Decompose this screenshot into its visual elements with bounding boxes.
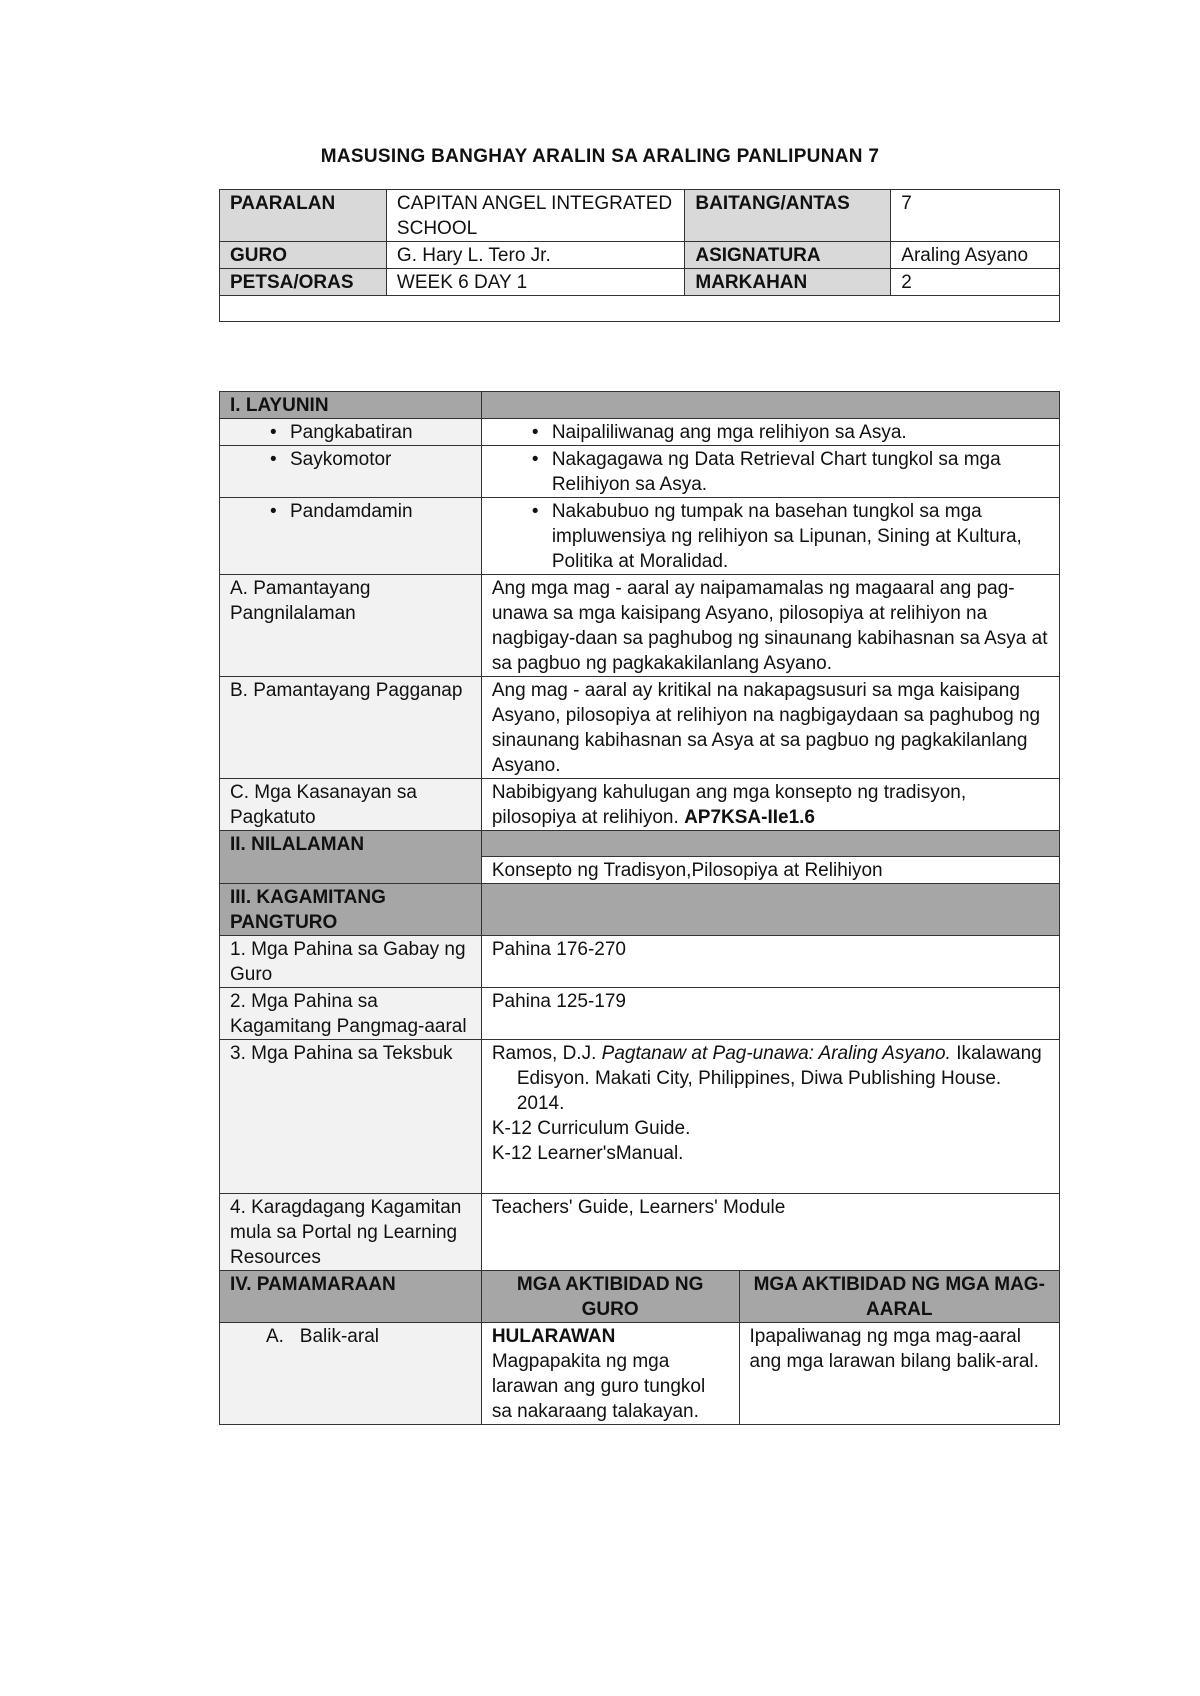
balik-aral-row bbox=[220, 1323, 1060, 1425]
subject-value: Araling Asyano bbox=[891, 242, 1060, 269]
blank-cell bbox=[220, 296, 1060, 322]
date-value: WEEK 6 DAY 1 bbox=[386, 269, 684, 296]
layunin-header: I. LAYUNIN bbox=[220, 392, 482, 419]
balik-aral-teacher bbox=[481, 1323, 739, 1425]
kagamitan-header-row bbox=[220, 884, 1060, 936]
objective-row bbox=[220, 498, 1060, 575]
balik-teacher-text: Magpapakita ng mga larawan ang guro tungkol sa nakaraang talakayan. bbox=[491, 1351, 706, 1422]
school-label: PAARALAN bbox=[220, 190, 387, 242]
material-row bbox=[220, 936, 1060, 988]
ref-title: Pagtanaw at Pag-unawa: Araling Asyano. bbox=[601, 1043, 951, 1064]
school-value: CAPITAN ANGEL INTEGRATED SCHOOL bbox=[386, 190, 684, 242]
standard-text: Nabibigyang kahulugan ang mga konsepto ng tradisyon, pilosopiya at relihiyon. bbox=[491, 782, 967, 828]
nilalaman-header-blank bbox=[481, 831, 1059, 857]
objective-label: • Saykomotor bbox=[230, 447, 471, 472]
info-row-school bbox=[220, 190, 1060, 242]
pamamaraan-header-row bbox=[220, 1271, 1060, 1323]
pamamaraan-header: IV. PAMAMARAAN bbox=[220, 1271, 482, 1323]
textbook-cell bbox=[481, 1040, 1059, 1194]
competency-code: AP7KSA-IIe1.6 bbox=[684, 807, 816, 828]
ref-rest: Ikalawang Edisyon. Makati City, Philippines, Diwa Publishing House. 2014. bbox=[516, 1043, 1042, 1114]
layunin-header-blank bbox=[481, 392, 1059, 419]
balik-aral-label: A. Balik-aral bbox=[220, 1323, 482, 1425]
material-row bbox=[220, 988, 1060, 1040]
quarter-label: MARKAHAN bbox=[685, 269, 891, 296]
nilalaman-header: II. NILALAMAN bbox=[220, 831, 482, 884]
portal-text: Teachers' Guide, Learners' Module bbox=[481, 1194, 1059, 1271]
col-teacher-header: MGA AKTIBIDAD NG GURO bbox=[481, 1271, 739, 1323]
balik-aral-student: Ipapaliwanag ng mga mag-aaral ang mga larawan bilang balik-aral. bbox=[739, 1323, 1060, 1425]
teacher-value: G. Hary L. Tero Jr. bbox=[386, 242, 684, 269]
textbook-line: K-12 Learner'sManual. bbox=[491, 1143, 684, 1164]
textbook-row bbox=[220, 1040, 1060, 1194]
info-row-teacher bbox=[220, 242, 1060, 269]
nilalaman-text: Konsepto ng Tradisyon,Pilosopiya at Relihiyon bbox=[481, 857, 1059, 884]
kagamitan-header: III. KAGAMITANG PANGTURO bbox=[220, 884, 482, 936]
objective-text: • Nakabubuo ng tumpak na basehan tungkol sa mga impluwensiya ng relihiyon sa Lipunan, Sining at Kultura, Politika at Moralidad. bbox=[492, 499, 1049, 574]
standard-text: Ang mag - aaral ay kritikal na nakapagsusuri sa mga kaisipang Asyano, pilosopiya at relihiyon na nagbigaydaan sa paghubog ng sinaunang kabihasnan sa Asya at sa pagbuo ng pagkakilanlang Asyano. bbox=[481, 677, 1059, 779]
textbook-line: K-12 Curriculum Guide. bbox=[491, 1118, 691, 1139]
standard-row bbox=[220, 677, 1060, 779]
material-label: 1. Mga Pahina sa Gabay ng Guro bbox=[220, 936, 482, 988]
objective-row bbox=[220, 446, 1060, 498]
objective-label: • Pandamdamin bbox=[230, 499, 471, 524]
info-row-date bbox=[220, 269, 1060, 296]
material-label: 2. Mga Pahina sa Kagamitang Pangmag-aaral bbox=[220, 988, 482, 1040]
textbook-label: 3. Mga Pahina sa Teksbuk bbox=[220, 1040, 482, 1194]
lesson-plan-table bbox=[219, 391, 1060, 1425]
material-text: Pahina 125-179 bbox=[481, 988, 1059, 1040]
portal-row bbox=[220, 1194, 1060, 1271]
info-table bbox=[219, 189, 1060, 322]
quarter-value: 2 bbox=[891, 269, 1060, 296]
portal-label: 4. Karagdagang Kagamitan mula sa Portal ng Learning Resources bbox=[220, 1194, 482, 1271]
objective-text: • Nakagagawa ng Data Retrieval Chart tungkol sa mga Relihiyon sa Asya. bbox=[492, 447, 1049, 497]
standard-label: A. Pamantayang Pangnilalaman bbox=[220, 575, 482, 677]
col-student-header: MGA AKTIBIDAD NG MGA MAG-AARAL bbox=[739, 1271, 1060, 1323]
standard-text: Ang mga mag - aaral ay naipamamalas ng magaaral ang pag-unawa sa mga kaisipang Asyano, pilosopiya at relihiyon na nagbigay-daan sa paghubog ng sinaunang kabihasnan sa Asya at sa pagbuo ng pagkakakilanlang Asyano. bbox=[481, 575, 1059, 677]
layunin-header-row bbox=[220, 392, 1060, 419]
balik-teacher-title: HULARAWAN bbox=[491, 1326, 616, 1347]
teacher-label: GURO bbox=[220, 242, 387, 269]
objective-label: • Pangkabatiran bbox=[230, 420, 471, 445]
ref-author: Ramos, D.J. bbox=[491, 1043, 597, 1064]
standard-cell bbox=[481, 779, 1059, 831]
standard-label: B. Pamantayang Pagganap bbox=[220, 677, 482, 779]
kagamitan-header-blank bbox=[481, 884, 1059, 936]
textbook-reference bbox=[492, 1041, 1049, 1116]
standard-row bbox=[220, 575, 1060, 677]
standard-label: C. Mga Kasanayan sa Pagkatuto bbox=[220, 779, 482, 831]
subject-label: ASIGNATURA bbox=[685, 242, 891, 269]
page-title: MASUSING BANGHAY ARALIN SA ARALING PANLIPUNAN 7 bbox=[320, 146, 880, 167]
grade-label: BAITANG/ANTAS bbox=[685, 190, 891, 242]
date-label: PETSA/ORAS bbox=[220, 269, 387, 296]
material-text: Pahina 176-270 bbox=[481, 936, 1059, 988]
objective-row bbox=[220, 419, 1060, 446]
objective-text: • Naipaliliwanag ang mga relihiyon sa Asya. bbox=[492, 420, 1049, 445]
nilalaman-header-row bbox=[220, 831, 1060, 857]
grade-value: 7 bbox=[891, 190, 1060, 242]
standard-row bbox=[220, 779, 1060, 831]
info-row-blank bbox=[220, 296, 1060, 322]
